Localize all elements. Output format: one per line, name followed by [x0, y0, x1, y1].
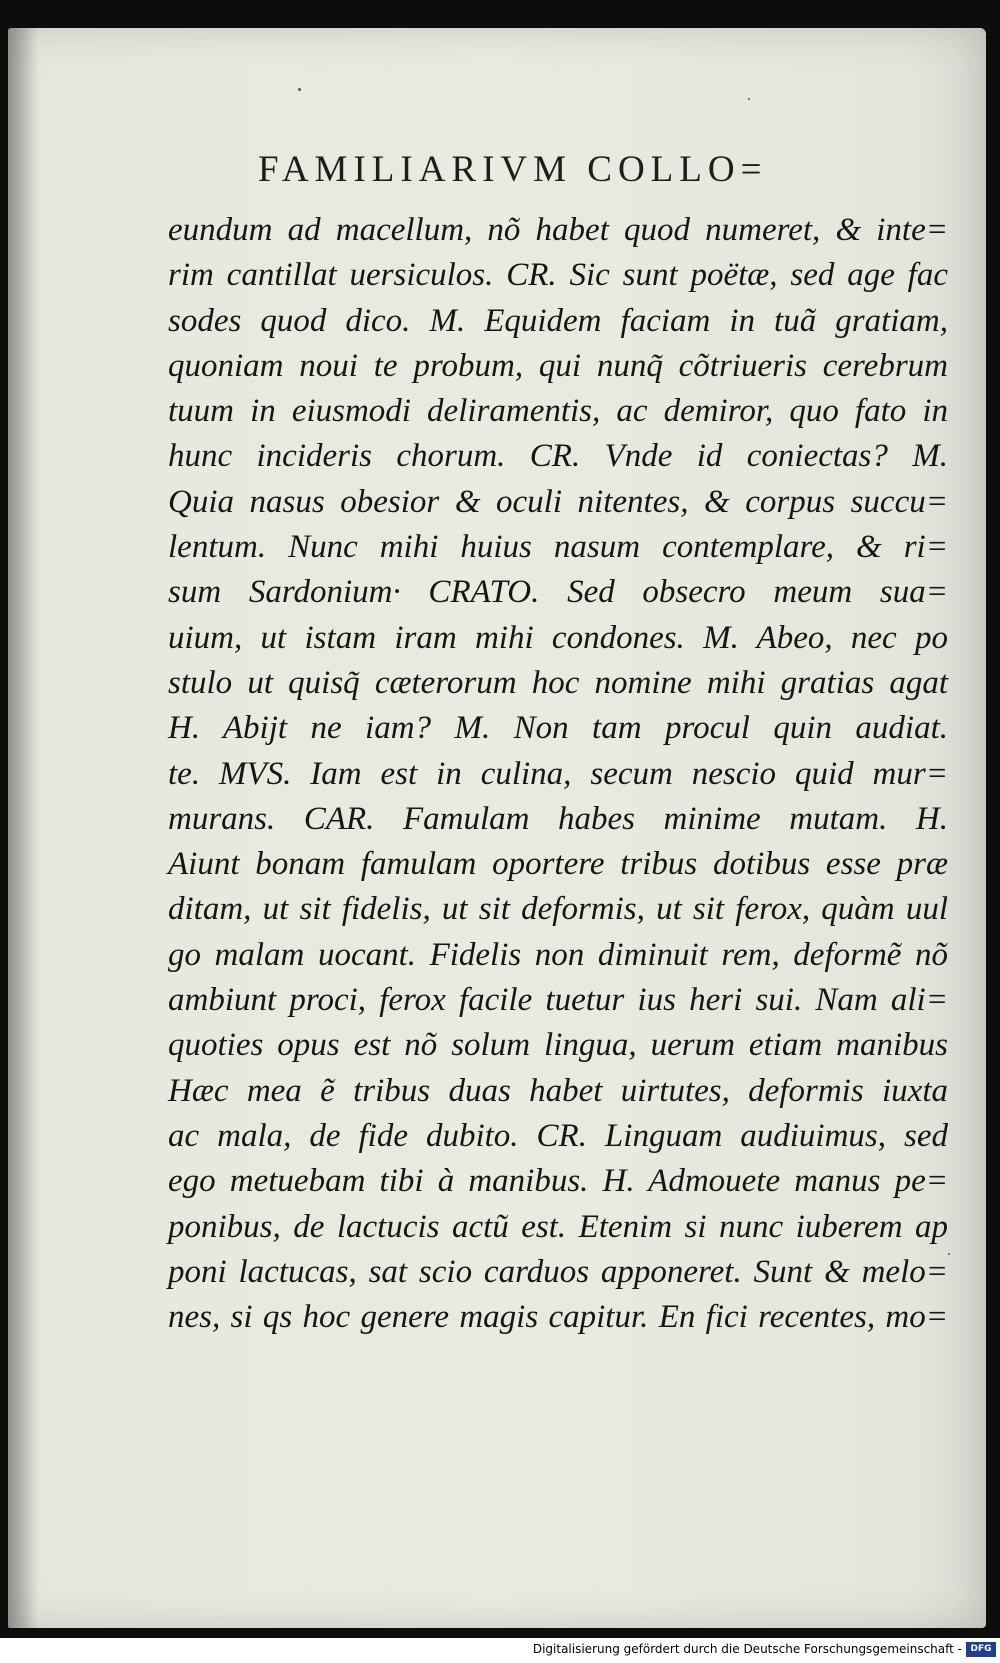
- text-line: ditam, ut sit fidelis, ut sit deformis, ut sit ferox, quàm uul: [168, 891, 948, 928]
- text-line: ambiunt proci, ferox facile tuetur ius heri sui. Nam ali=: [168, 982, 948, 1019]
- text-line: ego metuebam tibi à manibus. H. Admouete manus pe=: [168, 1163, 948, 1200]
- text-line: Hæc mea ẽ tribus duas habet uirtutes, deformis iuxta: [168, 1072, 948, 1109]
- body-text: [168, 208, 948, 1340]
- paper-speck: [298, 88, 301, 91]
- text-line: uium, ut istam iram mihi condones. M. Abeo, nec po: [168, 619, 948, 656]
- text-line: hunc incideris chorum. CR. Vnde id coniectas? M.: [168, 438, 948, 475]
- text-line: quoniam noui te probum, qui nunq̃ cõtriueris cerebrum: [168, 347, 948, 384]
- text-line: stulo ut quisq̃ cæterorum hoc nomine mihi gratias agat: [168, 664, 948, 701]
- book-page: [8, 28, 986, 1628]
- text-line: nes, si qs hoc genere magis capitur. En fici recentes, mo=: [168, 1299, 948, 1336]
- text-line: eundum ad macellum, nõ habet quod numeret, & inte=: [168, 212, 948, 248]
- footer-bar: [0, 1638, 1000, 1663]
- text-line: Quia nasus obesior & oculi nitentes, & corpus succu=: [168, 483, 948, 520]
- paper-speck: [948, 1253, 950, 1255]
- running-head: FAMILIARIVM COLLO=: [258, 149, 768, 190]
- text-line: go malam uocant. Fidelis non diminuit rem, deformẽ nõ: [168, 936, 948, 973]
- text-line: sum Sardonium· CRATO. Sed obsecro meum sua=: [168, 574, 948, 611]
- text-line: rim cantillat uersiculos. CR. Sic sunt poëtæ, sed age fac: [168, 257, 948, 294]
- text-line: ac mala, de fide dubito. CR. Linguam audiuimus, sed: [168, 1117, 948, 1154]
- text-line: Aiunt bonam famulam oportere tribus dotibus esse præ: [168, 846, 948, 883]
- text-line: murans. CAR. Famulam habes minime mutam. H.: [168, 800, 948, 837]
- text-line: sodes quod dico. M. Equidem faciam in tuã gratiam,: [168, 302, 948, 339]
- dfg-logo: DFG: [966, 1642, 996, 1657]
- paper-speck: [748, 98, 750, 100]
- text-line: H. Abijt ne iam? M. Non tam procul quin audiat.: [168, 710, 948, 747]
- text-line: quoties opus est nõ solum lingua, uerum etiam manibus: [168, 1027, 948, 1064]
- funding-credit: Digitalisierung gefördert durch die Deutsche Forschungsgemeinschaft -: [532, 1642, 962, 1656]
- text-line: te. MVS. Iam est in culina, secum nescio quid mur=: [168, 755, 948, 792]
- gutter-shadow: [8, 28, 38, 1628]
- text-line: ponibus, de lactucis actũ est. Etenim si nunc iuberem ap: [168, 1208, 948, 1245]
- text-line: poni lactucas, sat scio carduos apponeret. Sunt & melo=: [168, 1253, 948, 1290]
- text-line: tuum in eiusmodi deliramentis, ac demiror, quo fato in: [168, 393, 948, 430]
- text-line: lentum. Nunc mihi huius nasum contemplare, & ri=: [168, 529, 948, 566]
